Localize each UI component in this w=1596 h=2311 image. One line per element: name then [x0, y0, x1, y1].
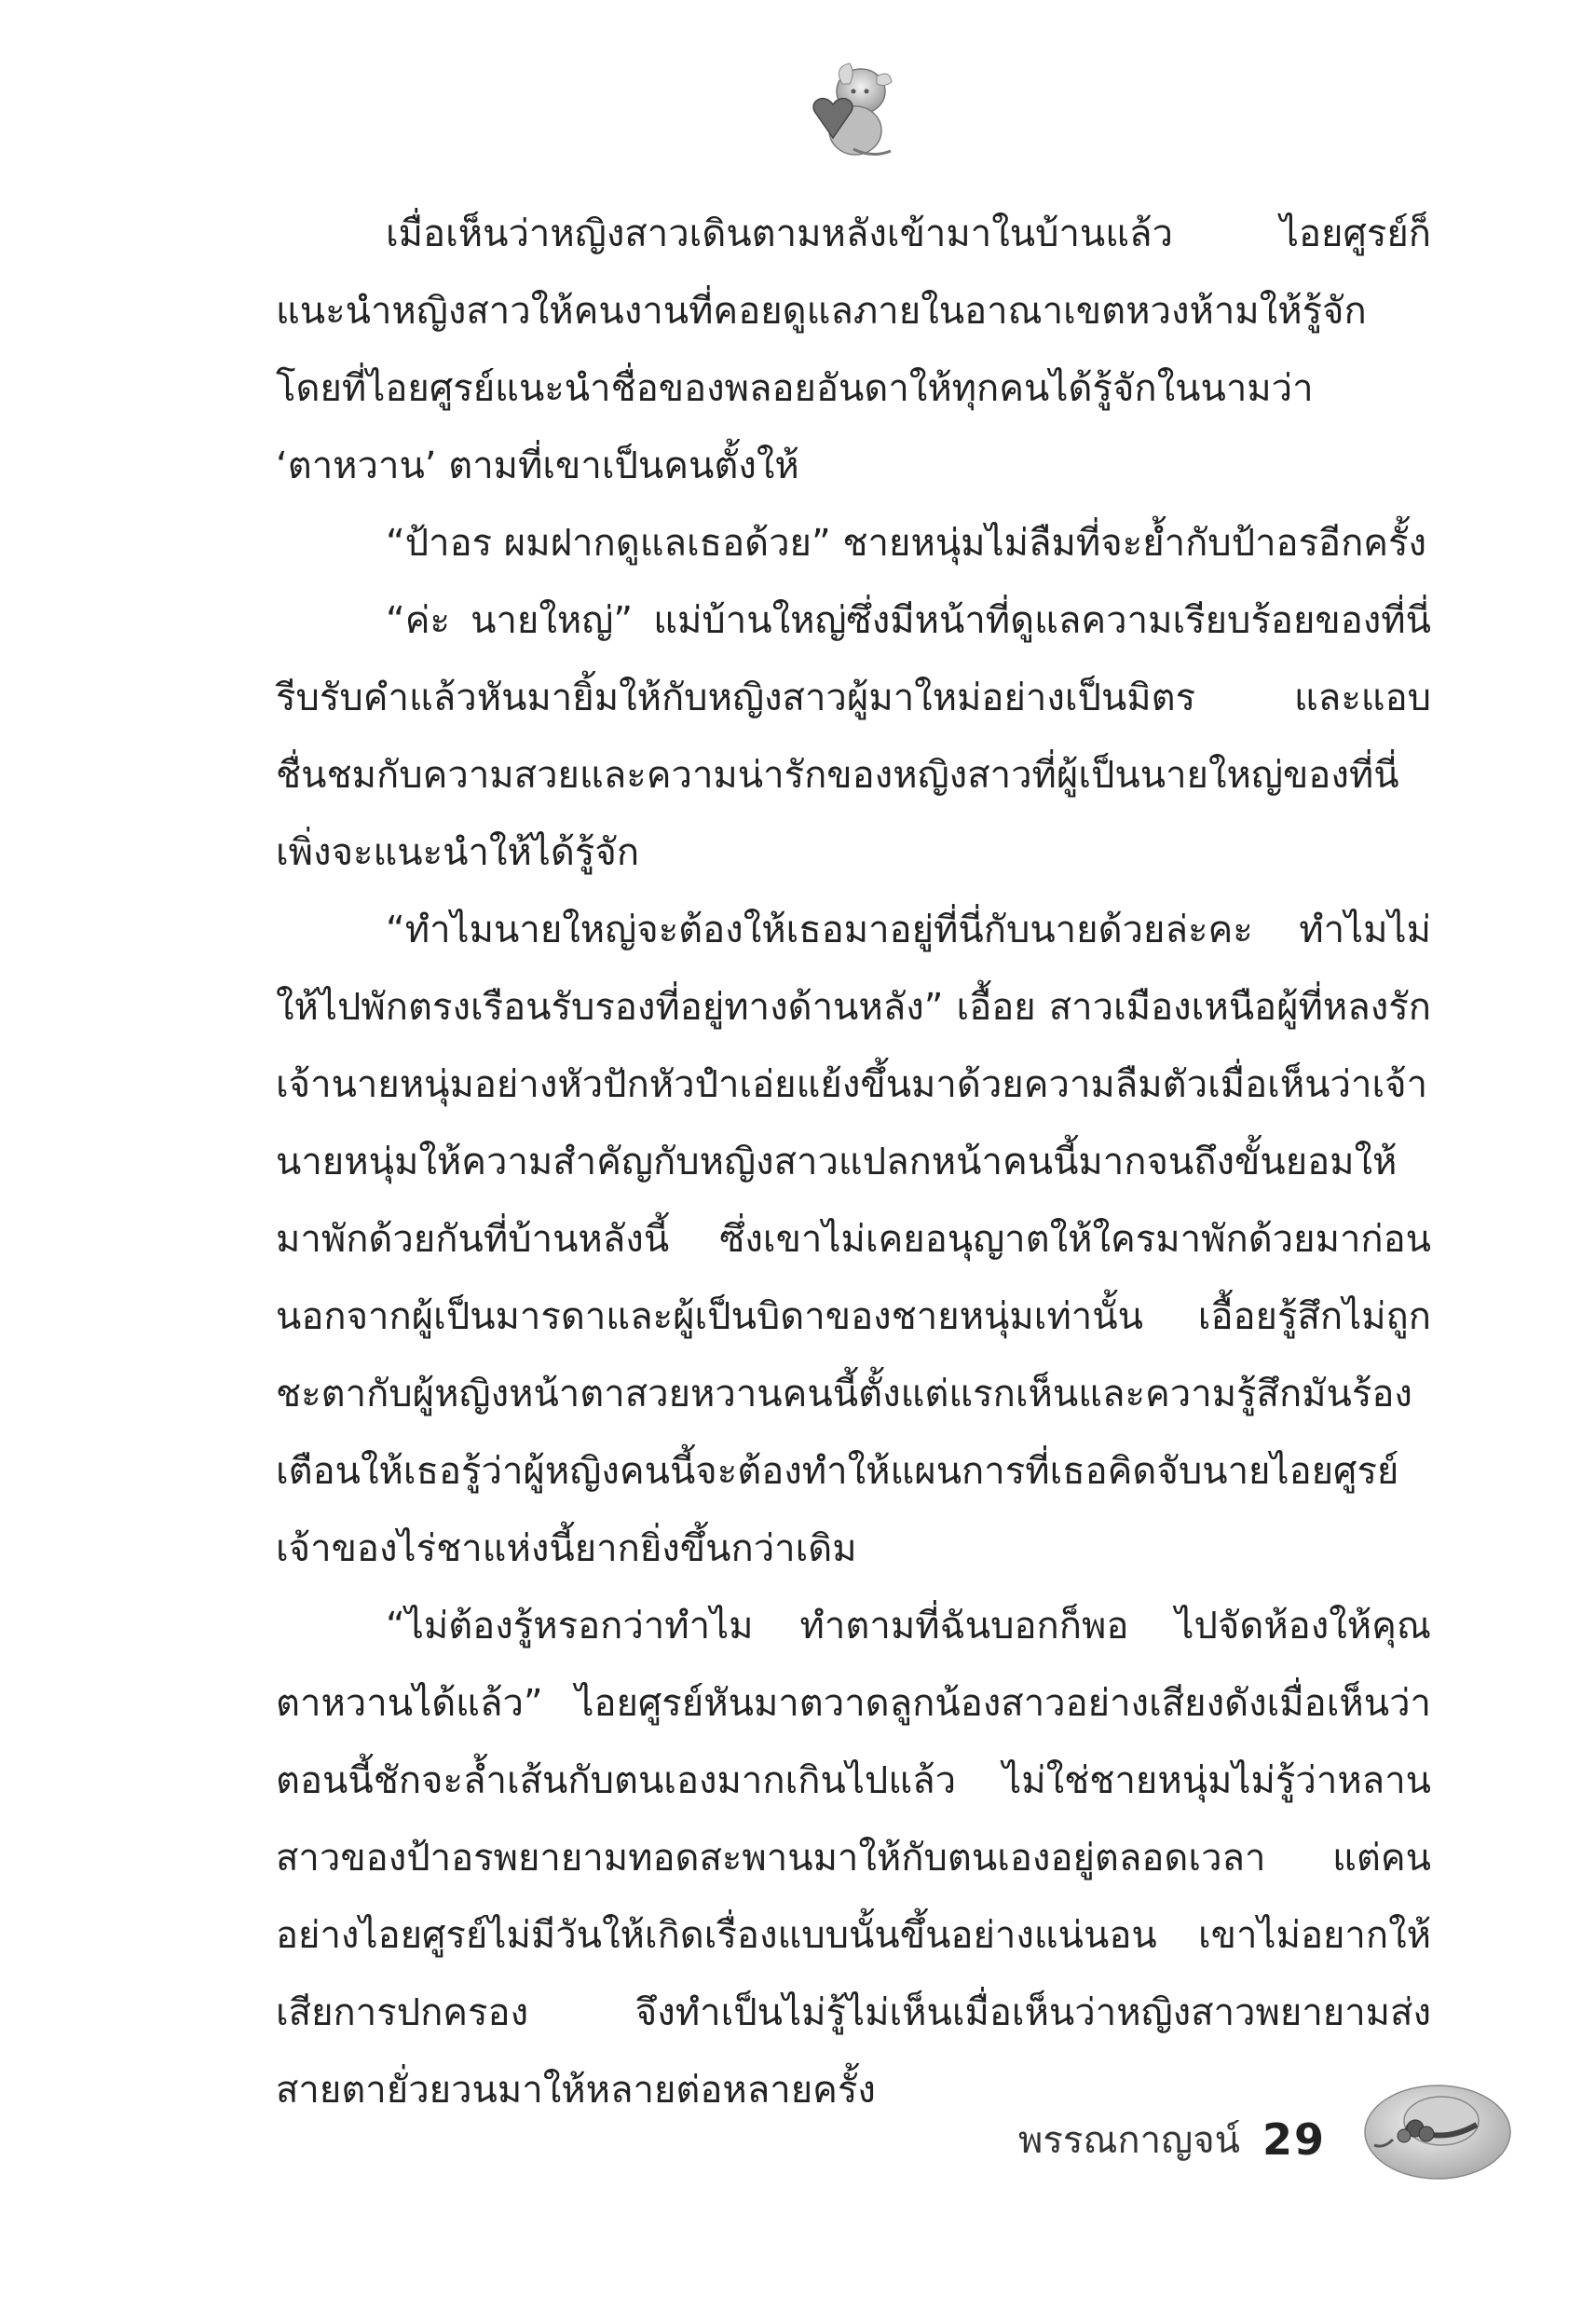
- paragraph-3: “ค่ะ นายใหญ่” แม่บ้านใหญ่ซึ่งมีหน้าที่ดูแลความเรียบร้อยของที่นี่รีบรับคำแล้วหันมายิ้มให้กับหญิงสาวผู้มาใหม่อย่างเป็นมิตร และแอบชื่นชมกับความสวยและความน่ารักของหญิงสาวที่ผู้เป็นนายใหญ่ของที่นี่เพิ่งจะแนะนำให้ได้รู้จัก: [276, 599, 1431, 874]
- paragraph-4: “ทำไมนายใหญ่จะต้องให้เธอมาอยู่ที่นี่กับนายด้วยล่ะคะ ทำไมไม่ให้ไปพักตรงเรือนรับรองที่อยู่ทางด้านหลัง” เอื้อย สาวเมืองเหนือผู้ที่หลงรักเจ้านายหนุ่มอย่างหัวปักหัวปำเอ่ยแย้งขึ้นมาด้วยความลืมตัวเมื่อเห็นว่าเจ้านายหนุ่มให้ความสำคัญกับหญิงสาวแปลกหน้าคนนี้มากจนถึงขั้นยอมให้มาพักด้วยกันที่บ้านหลังนี้ ซึ่งเขาไม่เคยอนุญาตให้ใครมาพักด้วยมาก่อนนอกจากผู้เป็นมารดาและผู้เป็นบิดาของชายหนุ่มเท่านั้น เอื้อยรู้สึกไม่ถูกชะตากับผู้หญิงหน้าตาสวยหวานคนนี้ตั้งแต่แรกเห็นและความรู้สึกมันร้องเตือนให้เธอรู้ว่าผู้หญิงคนนี้จะต้องทำให้แผนการที่เธอคิดจับนายไอยศูรย์ เจ้าของไร่ชาแห่งนี้ยากยิ่งขึ้นกว่าเดิม: [276, 909, 1431, 1570]
- sun-hat-icon: [1356, 2059, 1514, 2190]
- page-number: 29: [1262, 2114, 1326, 2165]
- cupid-heart-icon: [798, 56, 900, 168]
- page-footer: [1018, 2102, 1326, 2177]
- paragraph-1: เมื่อเห็นว่าหญิงสาวเดินตามหลังเข้ามาในบ้านแล้ว ไอยศูรย์ก็แนะนำหญิงสาวให้คนงานที่คอยดูแลภายในอาณาเขตหวงห้ามให้รู้จัก โดยที่ไอยศูรย์แนะนำชื่อของพลอยอันดาให้ทุกคนได้รู้จักในนามว่า ‘ตาหวาน’ ตามที่เขาเป็นคนตั้งให้: [276, 212, 1431, 487]
- paragraph-5: “ไม่ต้องรู้หรอกว่าทำไม ทำตามที่ฉันบอกก็พอ ไปจัดห้องให้คุณตาหวานได้แล้ว” ไอยศูรย์หันมาตวาดลูกน้องสาวอย่างเสียงดังเมื่อเห็นว่าตอนนี้ชักจะล้ำเส้นกับตนเองมากเกินไปแล้ว ไม่ใช่ชายหนุ่มไม่รู้ว่าหลานสาวของป้าอรพยายามทอดสะพานมาให้กับตนเองอยู่ตลอดเวลา แต่คนอย่างไอยศูรย์ไม่มีวันให้เกิดเรื่องแบบนั้นขึ้นอย่างแน่นอน เขาไม่อยากให้เสียการปกครอง จึงทำเป็นไม่รู้ไม่เห็นเมื่อเห็นว่าหญิงสาวพยายามส่งสายตายั่วยวนมาให้หลายต่อหลายครั้ง: [276, 1605, 1431, 2112]
- paragraph-2: “ป้าอร ผมฝากดูแลเธอด้วย” ชายหนุ่มไม่ลืมที่จะย้ำกับป้าอรอีกครั้ง: [386, 522, 1427, 565]
- author-name: พรรณกาญจน์: [1017, 2119, 1240, 2162]
- chapter-body: [276, 196, 1431, 2129]
